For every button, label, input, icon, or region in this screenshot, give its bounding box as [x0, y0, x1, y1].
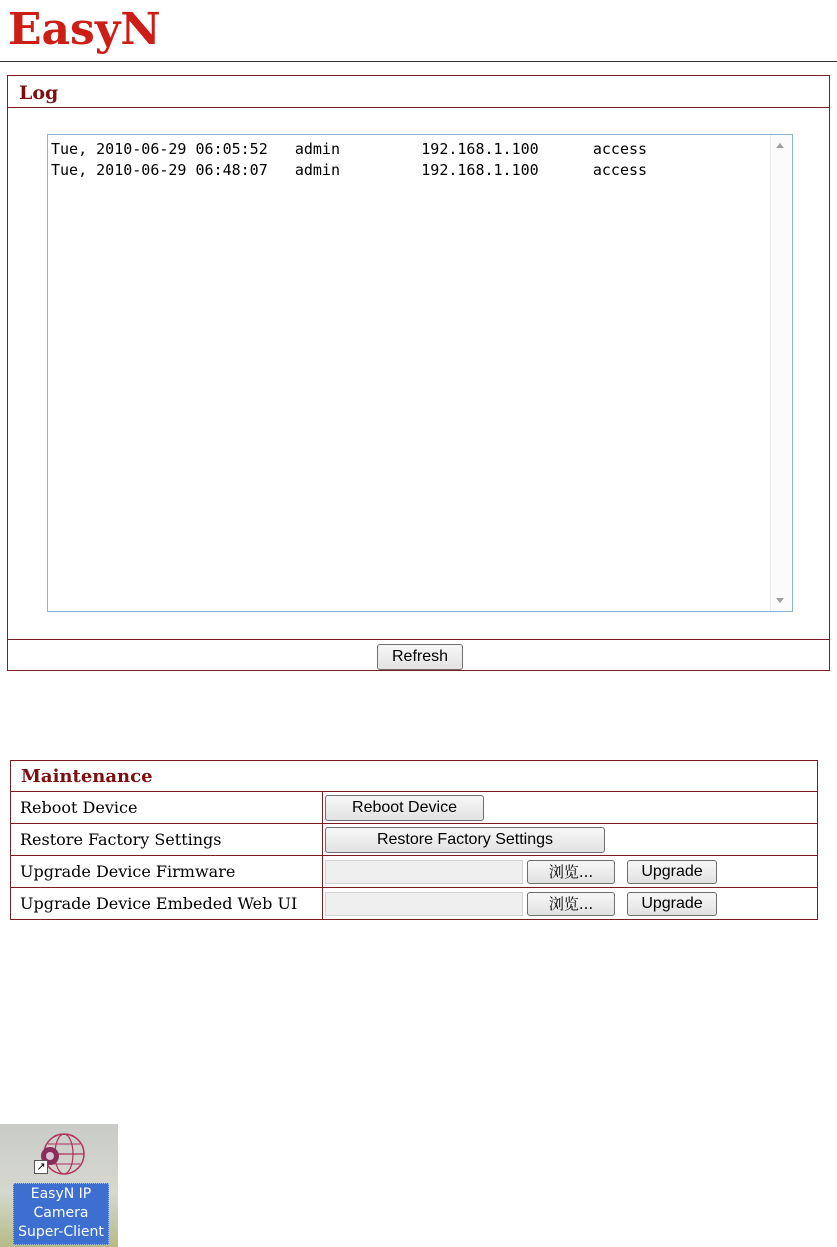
shortcut-label[interactable]: EasyN IP Camera Super-Client: [13, 1183, 109, 1245]
webui-browse-button[interactable]: 浏览...: [527, 892, 615, 916]
header-divider: [0, 61, 837, 62]
log-footer-divider: [8, 639, 829, 640]
maintenance-row-reboot: [11, 792, 818, 824]
camera-globe-icon: [34, 1130, 88, 1182]
maintenance-table: [10, 760, 818, 920]
log-title-divider: [8, 107, 829, 108]
log-scrollbar[interactable]: [770, 135, 792, 611]
desktop-shortcut[interactable]: [0, 1124, 118, 1247]
reboot-device-button[interactable]: Reboot Device: [325, 795, 484, 821]
shortcut-arrow-icon: ↗: [34, 1160, 48, 1174]
webui-file-input[interactable]: [325, 892, 523, 916]
firmware-file-input[interactable]: [325, 860, 523, 884]
maintenance-row-webui: [11, 888, 818, 920]
log-entries: Tue, 2010-06-29 06:05:52 admin 192.168.1.100 access Tue, 2010-06-29 06:48:07 admin 192.168.1.100 access: [51, 140, 648, 179]
maintenance-title: Maintenance: [11, 761, 818, 792]
log-title: Log: [19, 82, 59, 104]
log-panel: [7, 75, 830, 671]
restore-factory-label: Restore Factory Settings: [11, 824, 323, 856]
webui-upgrade-button[interactable]: Upgrade: [627, 892, 717, 916]
log-textarea[interactable]: [47, 134, 793, 612]
maintenance-row-restore: [11, 824, 818, 856]
firmware-browse-button[interactable]: 浏览...: [527, 860, 615, 884]
scroll-up-arrow-icon[interactable]: [776, 143, 784, 148]
refresh-button[interactable]: Refresh: [377, 644, 463, 670]
reboot-device-label: Reboot Device: [11, 792, 323, 824]
easyn-logo: EasyN: [8, 4, 161, 55]
scroll-down-arrow-icon[interactable]: [776, 598, 784, 603]
upgrade-firmware-label: Upgrade Device Firmware: [11, 856, 323, 888]
upgrade-webui-label: Upgrade Device Embeded Web UI: [11, 888, 323, 920]
restore-factory-settings-button[interactable]: Restore Factory Settings: [325, 827, 605, 853]
firmware-upgrade-button[interactable]: Upgrade: [627, 860, 717, 884]
maintenance-row-firmware: [11, 856, 818, 888]
